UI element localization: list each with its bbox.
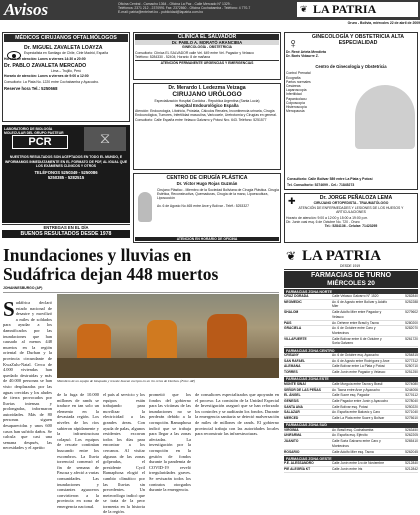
pharmacy-address: Calle Junín entre Pagador y Velasco — [332, 370, 386, 375]
bone-icon: ✚ — [288, 196, 296, 206]
body: Cirujano Plástico - Miembro de la Sociedad Boliviana de Cirugía Plástica. Cirugía Estética, Reconstructiva, Quemaduras, Cirugía de la mano, Lipoescultura, Liposucción — [157, 188, 279, 201]
pharmacy-address: Av. Dehene entre Brasil y Tacna — [332, 320, 379, 325]
pharmacy-phone: 5252288 — [405, 299, 418, 304]
pharmacy-name: MERCED — [284, 416, 299, 421]
table-row — [284, 337, 418, 347]
pharmacy-phone: 5254815 — [405, 353, 418, 358]
pharmacy-phone: 5251250 — [405, 370, 418, 375]
doctor-name: Dr. Merardo I. Ledezma Veizaga — [168, 85, 246, 91]
newspaper-logo: LA PATRIA — [313, 2, 377, 16]
rule — [3, 292, 279, 293]
torch-icon: ❦ — [300, 4, 308, 14]
pharmacy-address: Av. 6 de Octubre esq. Ayacucho — [332, 353, 379, 358]
zone-header: FARMACIAS ZONA CENTRO — [284, 348, 418, 353]
lab-body: NUESTROS RESULTADOS SON ACEPTADOS EN TODO EL MUNDO, E INFORMAMOS INMEDIATAMENTE EN EL FORMATO DE PDF, AL IGUAL QUE LOS EXÁMENES CLÍNICOS Y OTROS — [4, 155, 128, 168]
pharmacy-phone: 5263450 — [405, 427, 418, 432]
list-item: Cesáreas — [286, 84, 301, 89]
pharmacy-address: Av. Tacna entre Arce y Ayacucho — [332, 387, 380, 392]
pharmacy-list — [284, 289, 418, 473]
address: Consultorio: Clínica EL SALVADOR calle Vel. 649 entre Vel. Pagador y Velasco — [135, 51, 254, 56]
pharmacy-name: SHALOM — [284, 310, 299, 315]
pharmacy-name: PIE ALEGRÍA KT — [284, 466, 311, 471]
pcr-logo: PCR — [12, 135, 68, 149]
list-item: Papanicolaou — [286, 96, 307, 101]
pharmacy-name: EL ÁNGEL — [284, 393, 301, 398]
article-column: prometió que los fondos del gobierno para las víctimas de las inundaciones no se perderán debido a la corrupción. Ramaphosa indicó que se trabaja para llegar a las zonas afectadas. La investigación por la corrupción en la gestión de fondos durante la pandemia de COVID-19 reveló irregularidades graves. Se revisarán todos los contratos otorgados durante la emergencia. — [149, 392, 191, 493]
pharmacy-name: SANTA ANA — [284, 404, 303, 409]
lab-phones: TELÉFONOS 5250349 - 5250086 — [34, 170, 98, 176]
cta: ATENCIÓN EN HORARIO DE OFICINA — [135, 237, 279, 241]
pharmacy-name: SALAZAR — [284, 410, 300, 415]
lab-slogan: BUENOS RESULTADOS DESDE 1978 — [2, 230, 130, 238]
pharmacy-address: Calle Murguía entre Tacna y Brasil — [332, 381, 383, 386]
pharmacy-name: SAN RAFAEL — [284, 358, 306, 363]
since: DESDE 1919 — [340, 264, 361, 268]
pharmacy-address: Av. 6 de Agosto entre Rodríguez y Arce — [332, 358, 390, 363]
pharmacy-name: GRACIELA — [284, 326, 302, 331]
header-contacts: Oficina Central - Camacho 1364 - Oficina La Paz - Calle Mercado N° 1329 - Teléfonos: 2371 212 - 2370991 Fax: 2372860 - Oficina Cochabamba - Teléfono: 4 770-7 E-mail: patria@entelnet.bo - publicidad@lapatria.com.bo — [118, 2, 251, 15]
doctor-sub: Lima – Trujillo, Perú — [51, 69, 81, 74]
list-item: Ecografía — [286, 75, 301, 80]
doctor-name: Dr. JORGE PEÑALOZA LEMA — [319, 195, 393, 201]
pharmacy-address: Calle Junín entre Iris — [332, 466, 363, 471]
table-row — [284, 370, 418, 376]
table-row — [284, 416, 418, 422]
article-column: el país al servicio y los equipos están trabajando para movilizar la electricidad a las grandes áreas. Con ayuda de palas, algunos residentes excavan todos los días para encontrar a los cercanos. Al visitar algunas de las zonas golpeadas, el presidente Cyril Ramaphosa elogió el cambio climático por las lluvias sin precedentes. Un meteorólogo indicó que se trata de la peor tormenta en la historia de la región. — [103, 392, 145, 515]
phones: Tel.: 5284136 - Celular: 71423295 — [324, 224, 378, 229]
pharmacy-name: CRUZ DORADA — [284, 294, 309, 298]
pharmacy-phone: 5250220 — [405, 404, 418, 409]
hours: Horario de atención: Lunes a viernes 14:30 a 20:00 — [4, 57, 86, 62]
pharmacy-phone: 5280200 — [405, 320, 418, 325]
lab-name: LABORATORIO DE BIOLOGÍA MOLECULAR DEL GRUPO PASTEUR — [4, 127, 64, 136]
pharmacy-name: TORRES — [284, 370, 298, 375]
venus-icon: ♀ — [288, 35, 299, 51]
photo-caption: Miembros de un equipo de búsqueda y rescate buscan cuerpos en un río cerca de Durban. (Foto: AP) — [57, 379, 195, 383]
address: Consultorio: Calle Bolívar 589 entre La Plata y Potosí — [287, 176, 373, 181]
pharmacy-address: Calle Soria Galvarro entre Caro y Montecinos — [332, 439, 381, 448]
pharmacy-address: Calle Adolfo Mier esq. Tacna — [332, 449, 374, 454]
dna-icon: ⧖ — [84, 127, 126, 151]
ad-title: CENTRO DE CIRUGÍA PLÁSTICA — [166, 175, 248, 181]
specialty: CIRUJANO ORTOPEDISTA - TRAUMATÓLOGO — [313, 201, 389, 205]
table-row — [284, 310, 418, 320]
article-column: de la fuga de 10.000 millones de rands se traduce en tan solo un elemento en la devastada región. Los niveles de los ríos subieron rápidamente y la infraestructura colapsó. Los equipos de rescate continúan buscando entre los escombros. La lluvia torrencial comenzó el fin de semana de Pascua y afectó a varias comunidades. Las inundaciones y constantes aguaceros convirtieron a la provincia en zona de emergencia nacional. — [57, 392, 99, 509]
pharmacy-address: Calle La Plata entre Sucre y Bolívar — [332, 416, 385, 421]
specialty: CIRUJANO URÓLOGO — [172, 91, 242, 98]
body: Atención: Endourología, Litotricia, Próstata, Cálculos Renales, Incontinencia urinaria, Cirugía Endourológica, Tumores, Infertilidad masculina, Varicocele, Uretrotomía y Cirugías en general. Consultorio: Calle España entre Velasco Galvarro y Potosí Nro. 643. Teléfono: 5251577 — [135, 109, 277, 122]
ad-title: CLÍNICA EL SALVADOR — [135, 34, 279, 40]
centro: Centro de Ginecología y Obstetricia — [315, 64, 387, 70]
pharmacy-address: Av. España esq. Ejército — [332, 433, 368, 438]
ad-pcr — [2, 125, 130, 223]
date-line: Oruro - Bolivia, miércoles 22 de abril de 2009 — [347, 21, 420, 25]
doctor-sub: Especialista en Santiago de Chile, Cirle Madrid, España — [24, 51, 109, 55]
zone-header: FARMACIAS ZONA SUD — [284, 423, 418, 428]
pharmacy-name: ALEMANA — [284, 364, 301, 369]
pharmacy-logo-row — [284, 246, 418, 270]
address: Dir. Junín casi esq. 6 de Octubre No. 720 - Oruro — [286, 219, 360, 224]
note: ATENCIÓN PERMANENTE URGENCIAS Y EMERGENCIAS — [135, 60, 279, 65]
pharmacy-address: Calle Bolívar esq. Potosí — [332, 404, 369, 409]
pharmacy-date: MIÉRCOLES 20 — [284, 280, 418, 288]
doctor-name: Dr. Víctor Hugo Rojas Guzmán — [176, 181, 238, 186]
pharmacy-address: Av. 6 de Octubre entre Caro y Montecinos — [332, 326, 376, 335]
article-column: S udáfrica declaró estado nacional de desastre y movilizó a miles de soldados para ayudar a los damnificados por las inundaciones que han causado al menos 448 muertos en la región oriental de Durban y la provincia circundante de KwaZulu-Natal. Cerca de 4.000 viviendas han quedado destruidas y más de 40.000 personas se han visto desplazadas por las aguas crecidas y los aludes de tierra provocados por lluvias intensas y prolongadas, informaron autoridades. Más de 80 personas siguen desaparecidas y unos 600 casos han sufrido daños. Se calcula que casi una semana después, las necesidades y el apetito — [3, 297, 52, 451]
table-row — [284, 439, 418, 449]
pharmacy-phone: 5282070 — [405, 326, 418, 331]
pharmacy-phone: 5278040 — [405, 398, 418, 403]
pharmacy-address: Calle Velasco Galvarro N° 1520 — [332, 294, 379, 298]
lab-phones: 5250385 - 5282515 — [47, 175, 85, 181]
pharmacy-address: Calle Bolívar entre 6 de Octubre y Soria Galvarro — [332, 336, 382, 346]
pharmacy-name: NEOMEDIC — [284, 299, 302, 304]
pregnancy-image — [355, 85, 415, 149]
list-item: Colposcopía — [286, 100, 305, 105]
doctor-name: Dr. Boris Vidaurre Z. — [286, 54, 319, 59]
delivery-note: ENTREGAS EN EL DÍA — [2, 224, 130, 230]
sub: Especialización Hospital Cordoba - Republica Argentina (Santa Lucia) — [154, 99, 260, 103]
pharmacy-name: VIRGINIA — [284, 427, 299, 432]
eye-icon — [7, 51, 21, 60]
pharmacy-address: Av. Brasil esq. Cochabamba — [332, 427, 374, 432]
pharmacy-phone: 5212842 — [405, 466, 418, 471]
newspaper-logo: LA PATRIA — [302, 248, 382, 264]
ad-cirugia-plastica — [133, 173, 281, 243]
article-headline: Inundaciones y lluvias en Sudáfrica dejan 448 muertos — [3, 245, 219, 284]
article-photo — [57, 294, 279, 378]
list-item: Infertilidad — [286, 92, 302, 97]
sub: ATENCIÓN DE ENFERMEDADES Y LESIONES DE LOS HUESOS Y ARTICULACIONES — [298, 206, 404, 215]
pharmacy-phone: 5262045 — [405, 449, 418, 454]
pharmacy-phone: 5275610 — [405, 416, 418, 421]
pharmacy-phone: 5271040 — [405, 410, 418, 415]
pharmacy-address: Av. España entre Bakovic y Caro — [332, 410, 381, 415]
drop-cap: S — [3, 297, 15, 321]
ad-title: GINECOLOGÍA Y OBSTETRICIA ALTA ESPECIALIDAD — [311, 34, 405, 46]
pharmacy-address: Av. 6 de Agosto entre Bolívar y Adolfo Mier — [332, 299, 388, 309]
pharmacy-phone: 5279602 — [405, 310, 418, 315]
newspaper-logo-box — [297, 2, 418, 17]
services: GINECOLOGÍA - OBSTETRICIA — [182, 45, 232, 49]
list-item: Control Prenatal — [286, 71, 311, 76]
doctor-name: Dr. MIGUEL ZAVALETA LOAYZA — [24, 45, 103, 51]
table-row — [284, 326, 418, 336]
zone-header: FARMACIAS ZONA NORTE — [284, 289, 418, 294]
torch-icon: ❦ — [286, 249, 297, 263]
ad-ginecologia — [284, 32, 418, 190]
pharmacy-name: JUANITO — [284, 439, 299, 444]
ad-traumatologo — [284, 193, 418, 243]
pharmacy-name: PAIS — [284, 320, 292, 325]
pharmacy-address: Calle Junín entre 1ro de Noviembre — [332, 461, 385, 466]
pharmacy-address: Calle Sucre esq. Pagador — [332, 393, 370, 398]
doctor-name: Dr. René Arteta Mendieta — [286, 50, 327, 54]
address: Consultorio: La Plata No. 1220 entre Cochabamba y Ayacucho. — [4, 79, 100, 84]
pharmacy-phone: 5244006 — [405, 387, 418, 392]
pharmacy-panel — [284, 246, 418, 511]
pharmacy-name: SEÑOR DE LAS PEÑAS — [284, 387, 322, 392]
list-item: Menopausia — [286, 109, 305, 114]
zone-header: FARMACIAS ZONA ESTE — [284, 377, 418, 382]
article-column: de consultores especializados que apoyarán en el proceso. La comisión de la Unidad Especial de Investigación aseguró que se han reforzado los controles y se auditarán los fondos. Durante la emergencia sanitaria se detectó malversación de miles de millones de rands. El gobierno provincial trabaja con las autoridades locales para reconstruir las infraestructuras. — [195, 392, 279, 437]
pharmacy-phone: 5265410 — [405, 439, 418, 444]
hours: Teléfono: 5284330 - 52404; Horario: 8 de mañana — [135, 55, 211, 60]
table-row — [284, 300, 418, 310]
list-item: Histeroscopía — [286, 105, 307, 110]
table-row — [284, 467, 418, 473]
pharmacy-name: CRISANY — [284, 353, 299, 358]
table-row — [284, 450, 418, 456]
pharmacy-title: FARMACIAS DE TURNO — [284, 271, 418, 280]
pharmacy-name: MONTE SINAÍ — [284, 381, 306, 386]
pharmacy-name: ROSARIO — [284, 449, 300, 454]
address: Av. 6 de Agosto No 465 entre Arce y Bolívar - Teléf.: 5253327 — [157, 203, 249, 208]
list-item: Laparoscopía — [286, 88, 307, 93]
pharmacy-phone: 5261720 — [405, 336, 418, 341]
ad-oftalmologos — [2, 32, 130, 122]
ad-urologo — [133, 83, 281, 170]
silhouette-icon — [138, 192, 152, 222]
ad-title: MÉDICOS CIRUJANOS OFTALMÓLOGOS — [4, 34, 128, 42]
section-title: Avisos — [4, 0, 49, 19]
pharmacy-phone: 5270112 — [405, 393, 418, 398]
pharmacy-name: VILLAFUERTE — [284, 336, 307, 341]
pharmacy-phone: 5274080 — [405, 381, 418, 386]
hours: Horario de atención: 9:00 a 12:00 y 15:00 a 19:00 p.m. — [286, 215, 369, 220]
doctor-name: Dr. PABLO A. MORATÓ ARANCIBIA — [135, 40, 279, 45]
pharmacy-address: Calle Pagador entre Junín y Ayacucho — [332, 398, 389, 403]
phone: Reserve hora Tel.: 5250668 — [4, 86, 58, 92]
pharmacy-phone: 5282840 — [405, 294, 418, 298]
doctor-name: Dr. PABLO ZAVALETA MERCADO — [4, 63, 87, 70]
pharmacy-phone: 5212840 — [405, 461, 418, 466]
hours: Horario de atención: Lunes a viernes de 9:00 a 12:00 — [4, 73, 89, 78]
pharmacy-phone: 5277312 — [405, 358, 418, 363]
pharmacy-address: Calle Bolívar entre La Plata y Potosí — [332, 364, 385, 369]
pharmacy-name: GENESIS — [284, 398, 299, 403]
pharmacy-phone: 5250710 — [405, 364, 418, 369]
zone-header: FARMACIAS ZONA OESTE — [284, 456, 418, 461]
list-item: Partos normales — [286, 79, 311, 84]
pharmacy-address: Calle Adolfo Mier entre Pagador y Velasco — [332, 310, 382, 319]
ad-clinica-salvador — [133, 32, 281, 80]
pharmacy-phone: 5262205 — [405, 433, 418, 438]
byline: JOHANNESBURGO (AP) — [3, 286, 43, 290]
phones: Tel. Consultorio: 5274699 - Cel.: 71845273 — [287, 182, 355, 187]
hospital: Hospital Endourológico España — [175, 103, 239, 109]
pharmacy-name: UNIFARMA — [284, 433, 302, 438]
pharmacy-name: P.E. ALESSANDRO — [284, 461, 314, 466]
